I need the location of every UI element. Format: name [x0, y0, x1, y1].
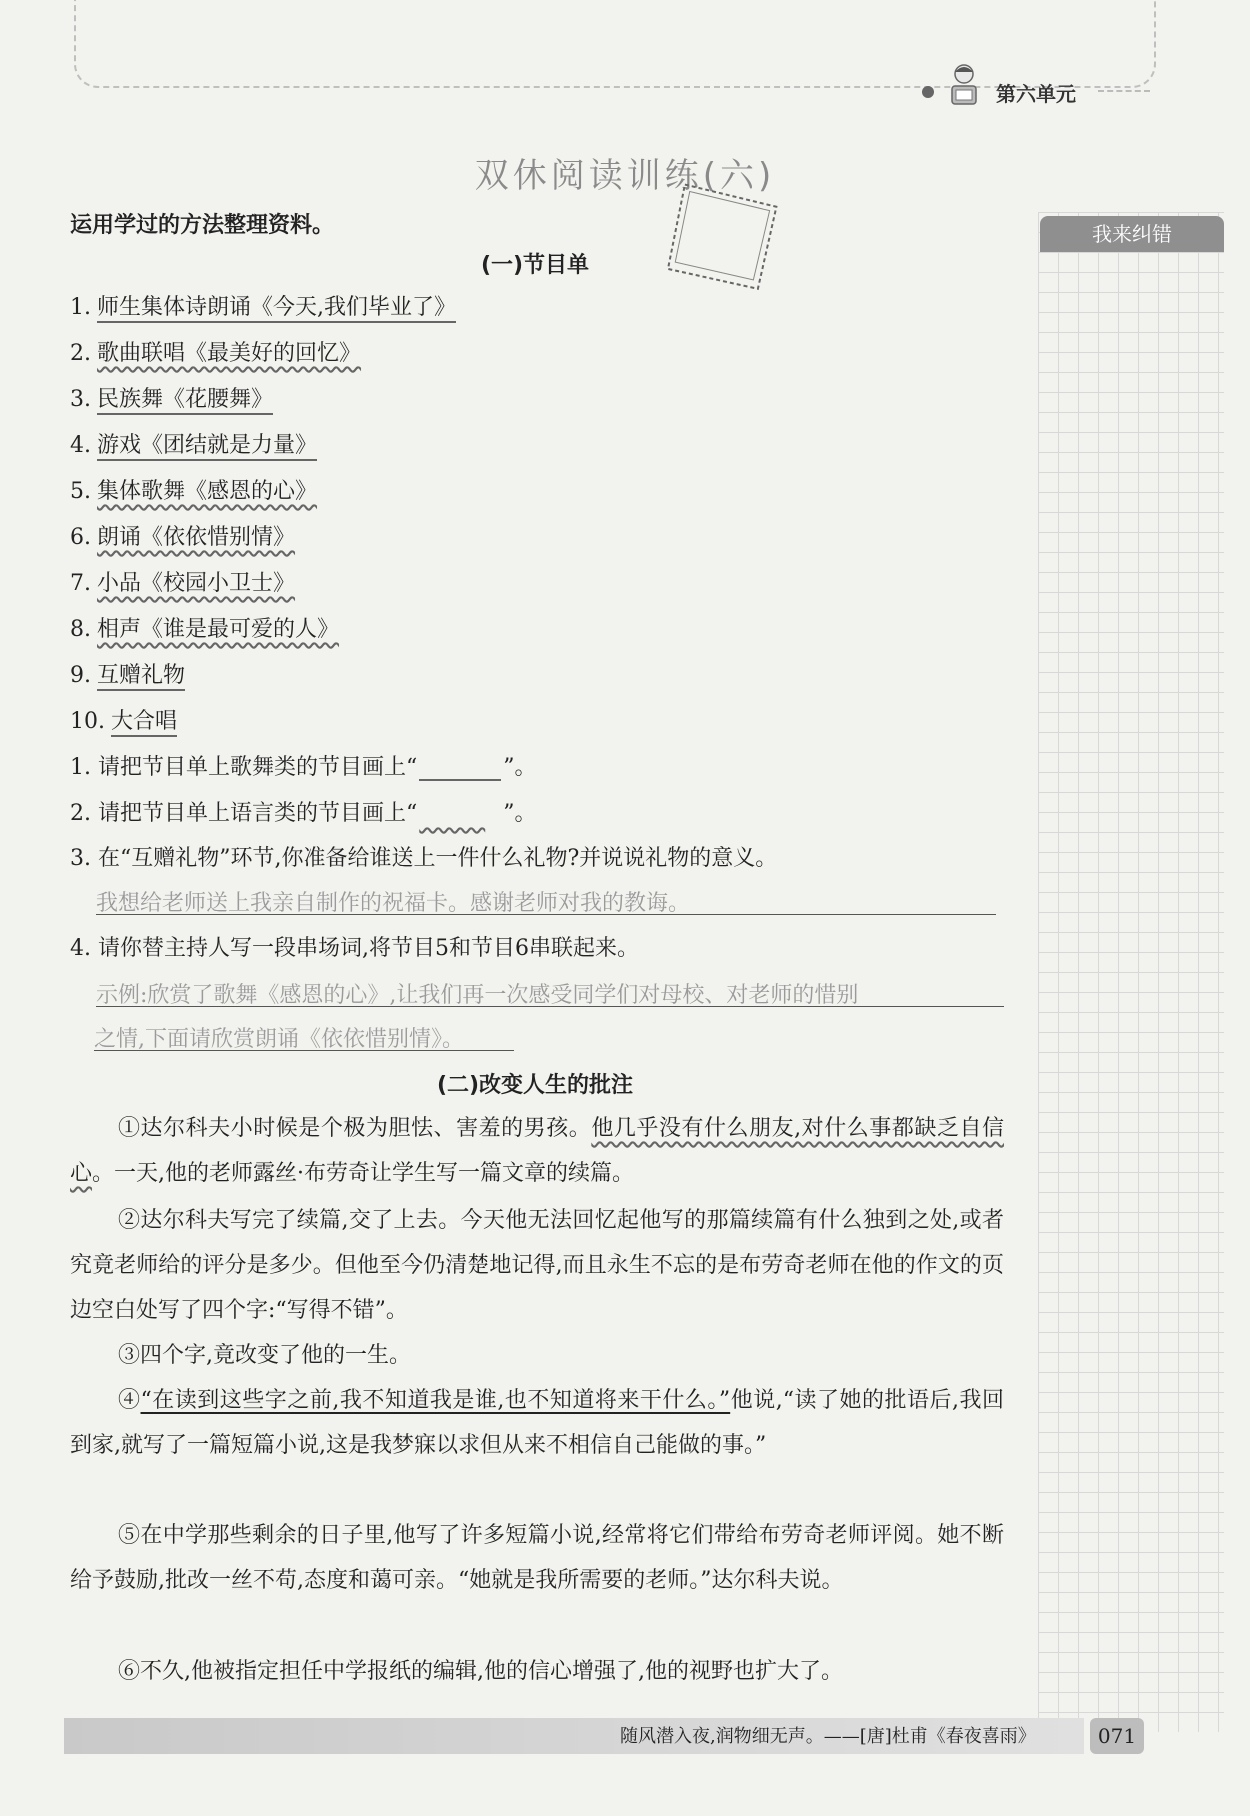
top-frame: [74, 0, 1156, 88]
correction-grid: [1038, 212, 1224, 1732]
program-number: 5.: [70, 479, 91, 504]
program-number: 4.: [70, 433, 91, 458]
paragraph-1: ①达尔科夫小时候是个极为胆怯、害羞的男孩。他几乎没有什么朋友,对什么事都缺乏自信心。一天,他的老师露丝·布劳奇让学生写一篇文章的续篇。: [70, 1116, 1004, 1186]
program-number: 3.: [70, 387, 91, 412]
program-item: [70, 290, 456, 321]
paragraph-3: ③四个字,竟改变了他的一生。: [118, 1343, 411, 1368]
question-3: 3. 在“互赠礼物”环节,你准备给谁送上一件什么礼物?并说说礼物的意义。: [70, 846, 778, 871]
stamp-logo: [659, 175, 786, 302]
program-title: 相声《谁是最可爱的人》: [97, 617, 340, 642]
program-item: [70, 566, 295, 597]
bullet-dot: [922, 86, 934, 98]
program-title: 游戏《团结就是力量》: [97, 433, 317, 461]
program-item: [70, 612, 339, 643]
program-number: 1.: [70, 295, 91, 320]
program-title: 大合唱: [111, 709, 177, 737]
footer-quote: 随风潜入夜,润物细无声。——[唐]杜甫《春夜喜雨》: [620, 1726, 1036, 1747]
program-title: 小品《校园小卫士》: [97, 571, 296, 596]
program-number: 7.: [70, 571, 91, 596]
program-number: 2.: [70, 341, 91, 366]
program-item: [70, 336, 361, 367]
question-4: 4. 请你替主持人写一段串场词,将节目5和节目6串联起来。: [70, 936, 639, 961]
answer-4-line1: 示例:欣赏了歌舞《感恩的心》,让我们再一次感受同学们对母校、对老师的惜别: [96, 983, 859, 1008]
page-title: 双休阅读训练(六): [474, 156, 776, 196]
paragraph-6: ⑥不久,他被指定担任中学报纸的编辑,他的信心增强了,他的视野也扩大了。: [118, 1659, 843, 1684]
header-divider: [1098, 90, 1150, 92]
student-reading-icon: [946, 62, 982, 110]
program-title: 歌曲联唱《最美好的回忆》: [97, 341, 362, 366]
section1-heading: (一)节目单: [480, 253, 590, 278]
paragraph-4: ④“在读到这些字之前,我不知道我是谁,也不知道将来干什么。”他说,“读了她的批语后,我回到家,就写了一篇短篇小说,这是我梦寐以求但从来不相信自己能做的事。”: [70, 1388, 1005, 1458]
program-title: 互赠礼物: [97, 663, 185, 691]
program-number: 10.: [70, 709, 105, 734]
program-item: [70, 474, 317, 505]
program-item: [70, 704, 177, 735]
answer-4-line2: 之情,下面请欣赏朗诵《依依惜别情》。: [94, 1027, 464, 1052]
instruction: 运用学过的方法整理资料。: [70, 213, 335, 238]
program-item: [70, 520, 295, 551]
paragraph-5: ⑤在中学那些剩余的日子里,他写了许多短篇小说,经常将它们带给布劳奇老师评阅。她不断给予鼓励,批改一丝不苟,态度和蔼可亲。“她就是我所需要的老师。”达尔科夫说。: [70, 1523, 1004, 1593]
program-title: 民族舞《花腰舞》: [97, 387, 273, 415]
answer-4-rule1: [96, 1006, 1004, 1007]
question-1: 1. 请把节目单上歌舞类的节目画上“ ”。: [70, 755, 537, 780]
program-title: 朗诵《依依惜别情》: [97, 525, 296, 550]
program-title: 集体歌舞《感恩的心》: [97, 479, 318, 504]
answer-3: 我想给老师送上我亲自制作的祝福卡。感谢老师对我的教诲。: [96, 891, 691, 916]
program-item: [70, 382, 273, 413]
answer-3-line: [96, 914, 996, 915]
question-2: 2. 请把节目单上语言类的节目画上“ ”。: [70, 801, 537, 826]
unit-label: 第六单元: [996, 82, 1076, 106]
stamp-frame-icon: [659, 175, 786, 302]
program-item: [70, 428, 317, 459]
program-number: 9.: [70, 663, 91, 688]
section2-heading: (二)改变人生的批注: [436, 1073, 634, 1098]
sidebar-tab-correction: 我来纠错: [1040, 216, 1224, 252]
program-number: 8.: [70, 617, 91, 642]
program-item: [70, 658, 185, 689]
program-title: 师生集体诗朗诵《今天,我们毕业了》: [97, 295, 456, 323]
answer-4-rule2: [94, 1050, 514, 1051]
program-number: 6.: [70, 525, 91, 550]
page-number: 071: [1090, 1718, 1144, 1754]
paragraph-2: ②达尔科夫写完了续篇,交了上去。今天他无法回忆起他写的那篇续篇有什么独到之处,或者究竟老师给的评分是多少。但他至今仍清楚地记得,而且永生不忘的是布劳奇老师在他的作文的页边空白处写了四个字:“写得不错”。: [70, 1208, 1004, 1323]
